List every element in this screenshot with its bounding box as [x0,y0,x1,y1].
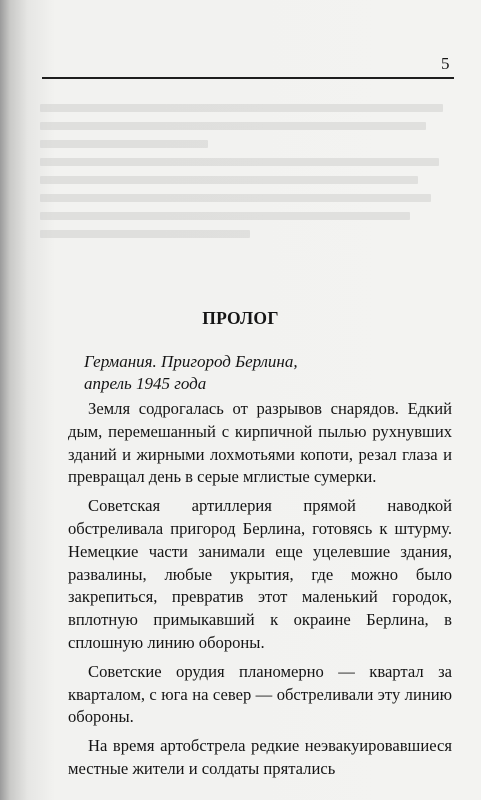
page-number: 5 [441,54,450,73]
chapter-title: ПРОЛОГ [202,308,279,328]
paragraph: На время артобстрела редкие неэвакуировавшиеся местные жители и солдаты прятались [68,736,452,778]
bleed-through-texture [40,104,460,248]
paragraph: Советские орудия планомерно — квартал за кварталом, с юга на север — обстреливали эту линию обороны. [68,661,452,727]
body-text [68,398,452,787]
paragraph: Земля содрогалась от разрывов снарядов. Едкий дым, перемешанный с кирпичной пылью рухнувших зданий и жирными лохмотьями копоти, резал глаза и превращал день в серые мглистые сумерки. [68,399,452,487]
paragraph: Советская артиллерия прямой наводкой обстреливала пригород Берлина, готовясь к штурму. Немецкие части занимали еще уцелевшие здания, развалины, любые укрытия, где можно было закрепиться, превратив этот маленький городок, вплотную примыкавший к окраине Берлина, в сплошную линию обороны. [68,496,452,652]
place-date-subtitle [84,351,454,395]
place-line: Германия. Пригород Берлина, [84,352,298,371]
date-line: апрель 1945 года [84,374,207,393]
header-rule [42,77,454,79]
